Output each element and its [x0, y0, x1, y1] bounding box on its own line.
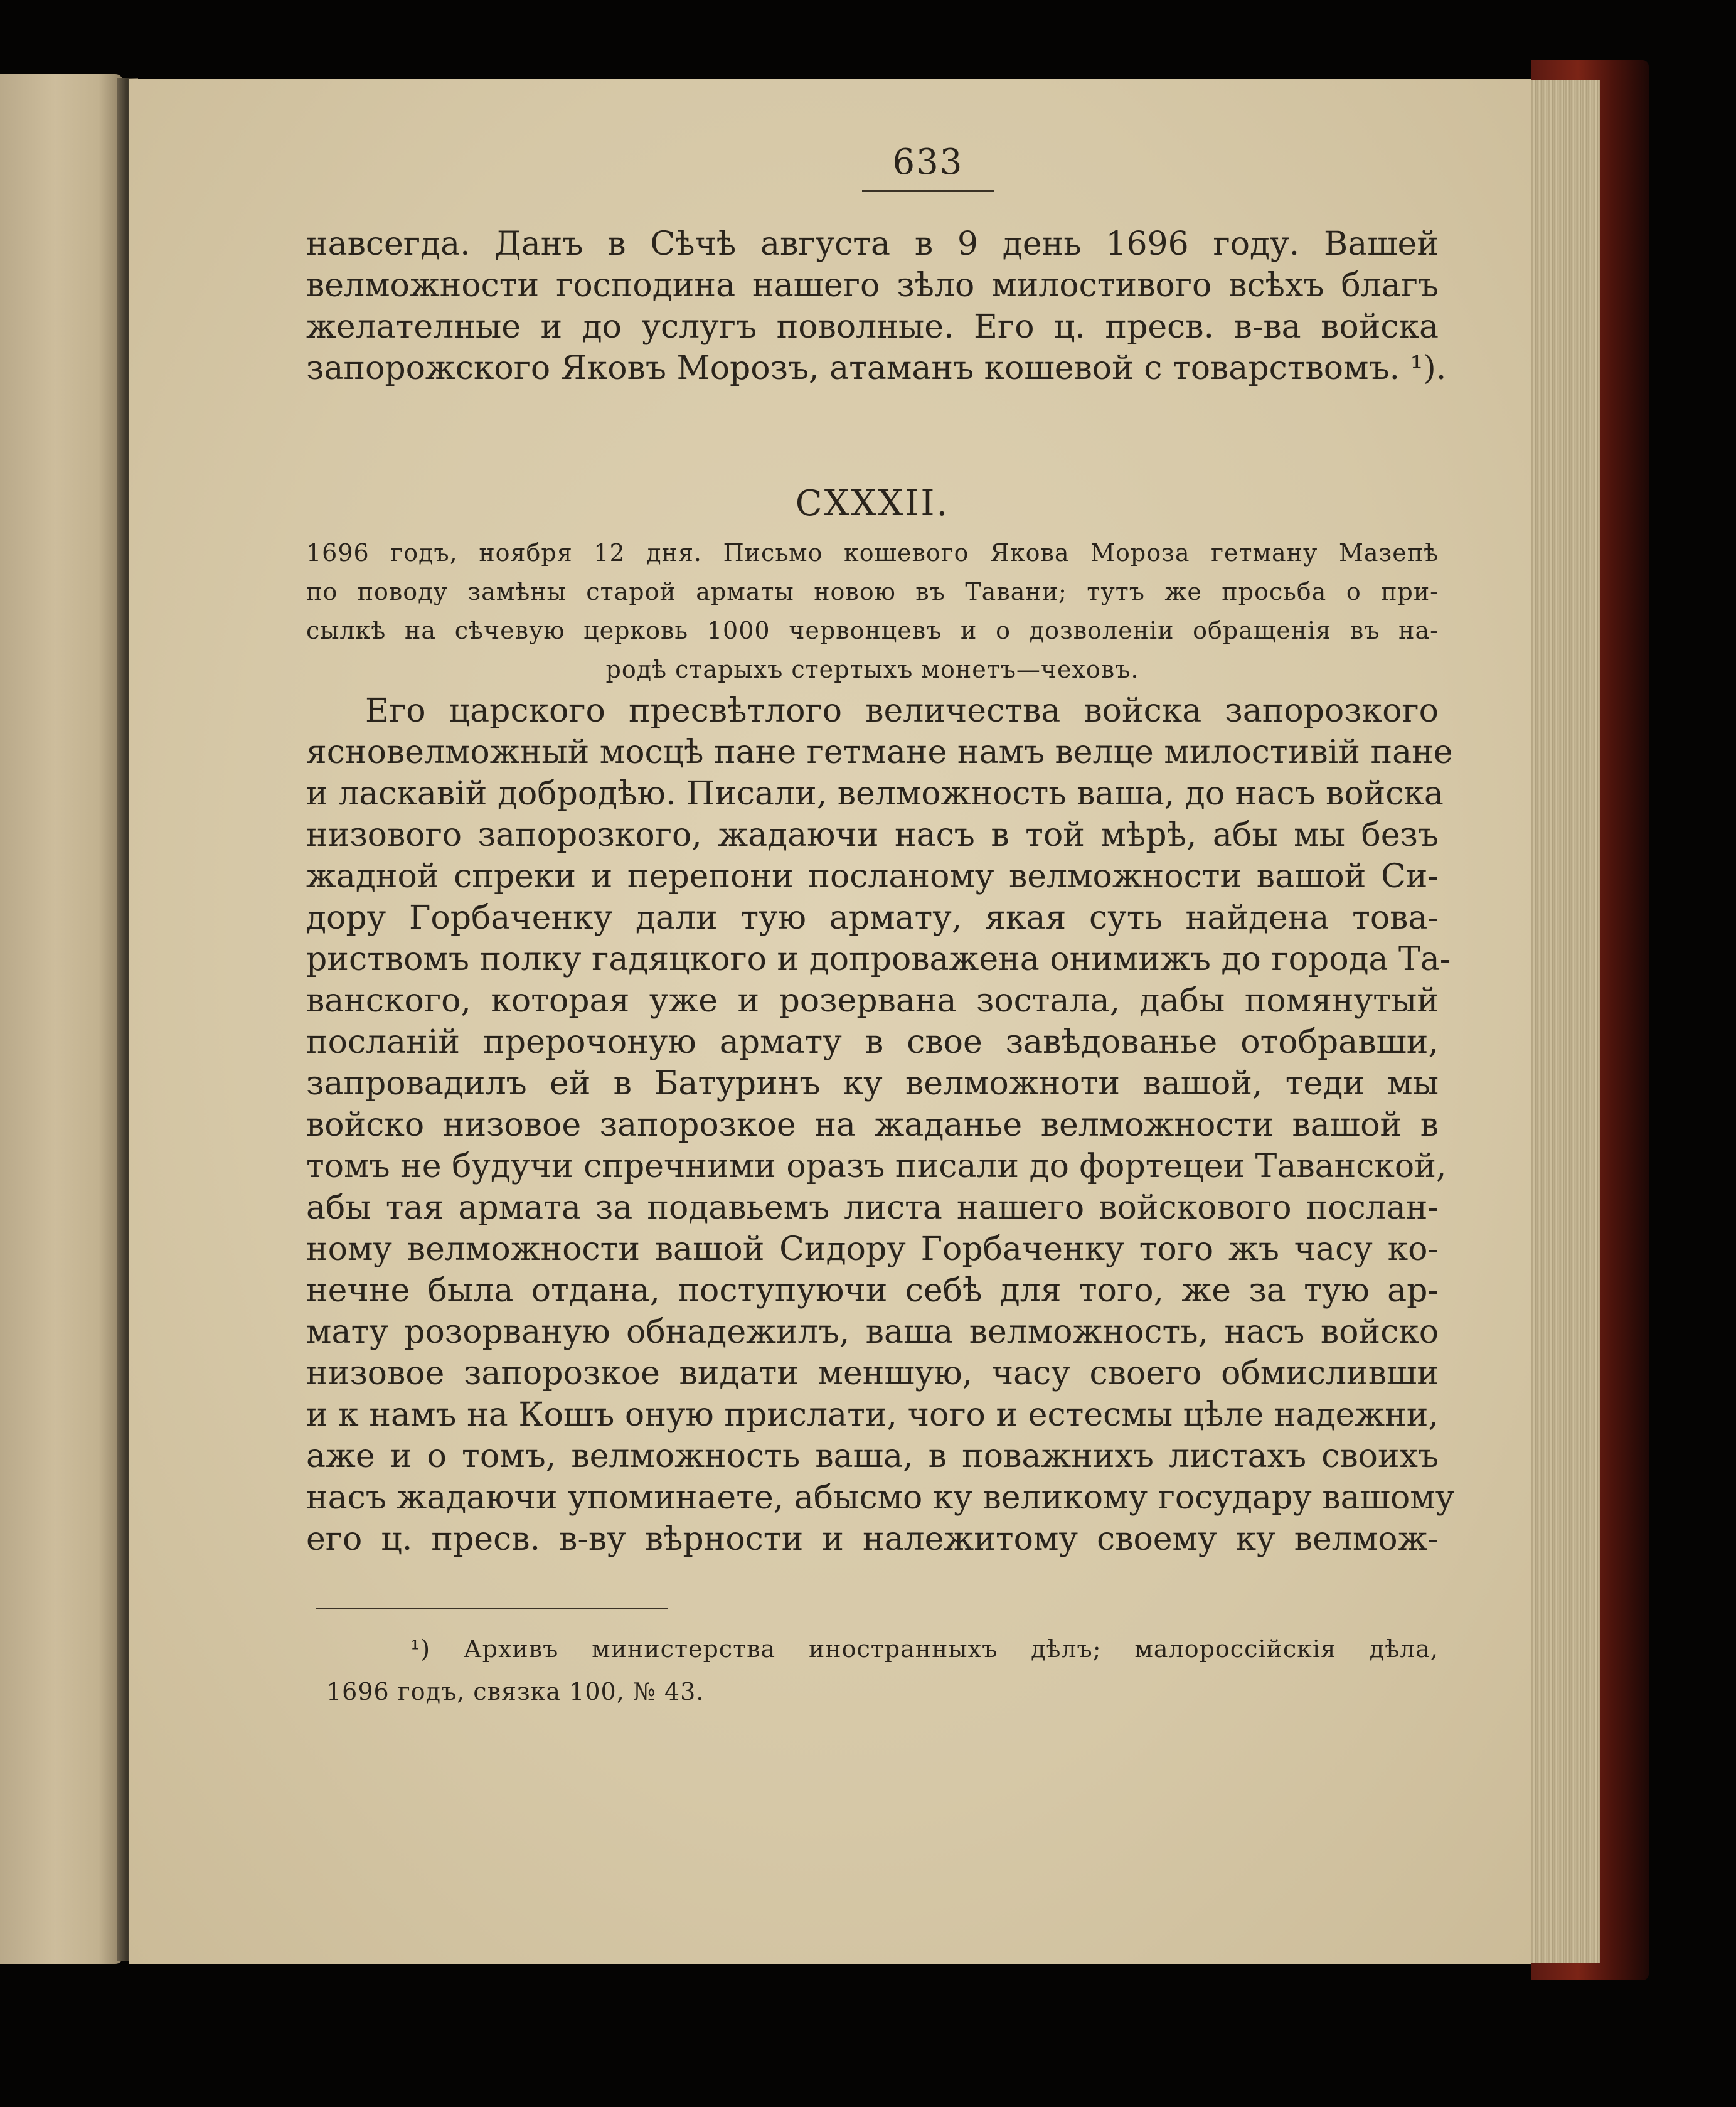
body-line: низовое запорозкое видати меншую, часу своего обмисливши [306, 1355, 1439, 1392]
left-page-edge [0, 74, 123, 1964]
continuation-paragraph [306, 223, 1447, 389]
body-line: его ц. пресв. в-ву вѣрности и належитому своему ку велмож- [306, 1520, 1439, 1558]
body-line: мату розорваную обнадежилъ, ваша велможность, насъ войско [306, 1313, 1439, 1351]
footnote-line: 1696 годъ, связка 100, № 43. [326, 1678, 705, 1705]
body-line: Его царского пресвѣтлого величества войска запорозкого [365, 692, 1439, 730]
page-stack-edge [1525, 80, 1600, 1963]
footnote [326, 1628, 1439, 1713]
text-line: желателные и до услугъ поволные. Его ц. пресв. в-ва войска [306, 308, 1439, 346]
summary-line: по поводу замѣны старой арматы новою въ Тавани; тутъ же просьба о при- [306, 578, 1439, 605]
summary-line: сылкѣ на сѣчевую церковь 1000 червонцевъ и о дозволенiи обращенiя въ на- [306, 617, 1439, 644]
text-line: запорожского Яковъ Морозъ, атаманъ кошевой с товарствомъ. ¹). [306, 349, 1447, 387]
body-line: запровадилъ ей в Батуринъ ку велможноти вашой, теди мы [306, 1065, 1439, 1102]
text-line: велможности господина нашего зѣло милостивого всѣхъ благъ [306, 267, 1439, 304]
body-line: аже и о томъ, велможность ваша, в поважнихъ листахъ своихъ [306, 1438, 1439, 1475]
body-line: посланій прерочоную армату в свое завѣдованье отобравши, [306, 1023, 1439, 1061]
body-line: и ласкавій добродѣю. Писали, велможность ваша, до насъ войска [306, 775, 1444, 813]
body-line: ясновелможный мосцѣ пане гетмане намъ велце милостивій пане [306, 733, 1453, 771]
section-heading: CXXXII. [795, 483, 950, 524]
body-line: риствомъ полку гадяцкого и допроважена онимижъ до города Та- [306, 941, 1451, 978]
body-line: нечне была отдана, поступуючи себѣ для того, же за тую ар- [306, 1272, 1439, 1310]
document-summary [306, 533, 1439, 689]
body-line: и к намъ на Кошъ оную прислати, чого и естесмы цѣле надежни, [306, 1396, 1439, 1434]
body-line: абы тая армата за подавьемъ листа нашего войскового послан- [306, 1189, 1439, 1227]
body-line: ному велможности вашой Сидору Горбаченку того жъ часу ко- [306, 1230, 1439, 1268]
letter-body [306, 690, 1455, 1560]
body-line: войско низовое запорозкое на жаданье велможности вашой в [306, 1106, 1439, 1144]
body-line: жадной спреки и перепони посланому велможности вашой Си- [306, 858, 1439, 895]
page-number: 633 [862, 142, 994, 192]
summary-line: родѣ старыхъ стертыхъ монетъ—чеховъ. [605, 656, 1139, 683]
book-page [129, 79, 1531, 1964]
summary-line: 1696 годъ, ноября 12 дня. Письмо кошевого Якова Мороза гетману Мазепѣ [306, 539, 1439, 567]
text-line: навсегда. Данъ в Сѣчѣ августа в 9 день 1696 году. Вашей [306, 225, 1439, 263]
footnote-line: ¹) Архивъ министерства иностранныхъ дѣлъ; малороссiйскiя дѣла, [410, 1635, 1439, 1663]
body-line: дору Горбаченку дали тую армату, якая суть найдена това- [306, 899, 1439, 937]
body-line: ванского, которая уже и розервана зостала, дабы помянутый [306, 982, 1439, 1020]
body-line: томъ не будучи спречними оразъ писали до фортецеи Таванской, [306, 1148, 1447, 1185]
body-line: низового запорозкого, жадаючи насъ в той мѣрѣ, абы мы безъ [306, 816, 1439, 854]
footnote-rule [316, 1608, 668, 1609]
body-line: насъ жадаючи упоминаете, абысмо ку великому государу вашому [306, 1479, 1455, 1517]
